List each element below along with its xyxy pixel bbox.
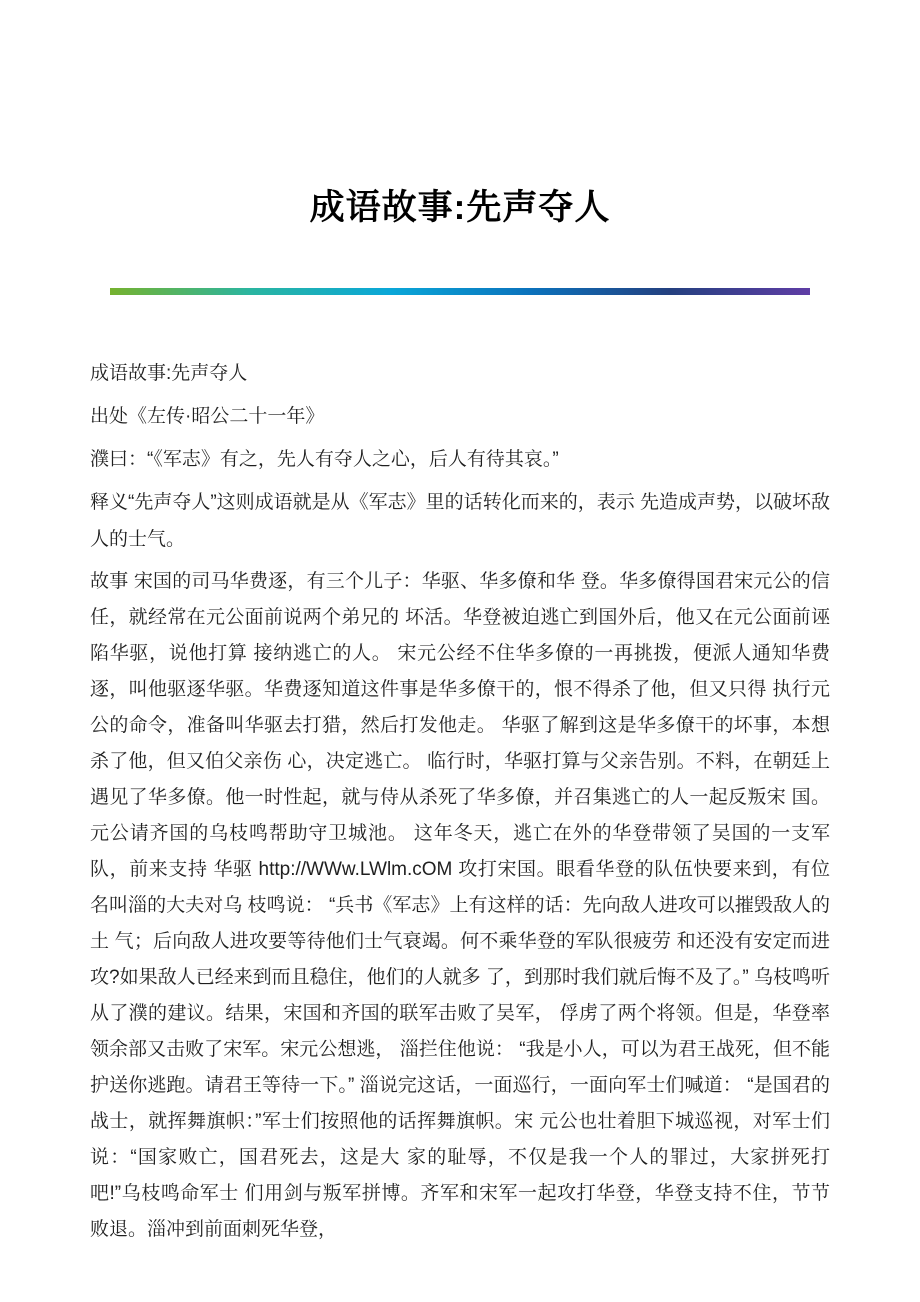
paragraph-source: 出处《左传·昭公二十一年》 <box>90 406 325 427</box>
paragraph-story: 故事 宋国的司马华费逐，有三个儿子：华驱、华多僚和华 登。华多僚得国君宋元公的信任，就经常在元公面前说两个弟兄的 坏活。华登被迫逃亡到国外后，他又在元公面前诬陷华驱，说他打算 接纳逃亡的人。 宋元公经不住华多僚的一再挑拨，便派人通知华费逐，叫他驱逐华驱。华费逐知道这件事是华多僚干的，恨不得杀了他，但又只得 执行元公的命令，准备叫华驱去打猎，然后打发他走。 华驱了解到这是华多僚干的坏事，本想杀了他，但又伯父亲伤 心，决定逃亡。 临行时，华驱打算与父亲告别。不料，在朝廷上遇见了华多僚。他一时性起，就与侍从杀死了华多僚，并召集逃亡的人一起反叛宋 国。元公请齐国的乌枝鸣帮助守卫城池。 这年冬天，逃亡在外的华登带领了吴国的一支军队，前来支持 华驱 http://WWw.LWlm.cOM 攻打宋国。眼看华登的队伍快要来到，有位名叫淄的大夫对乌 枝鸣说： “兵书《军志》上有这样的话：先向敌人进攻可以摧毁敌人的土 气；后向敌人进攻要等待他们士气衰竭。何不乘华登的军队很疲劳 和还没有安定而进攻?如果敌人已经来到而且稳住，他们的人就多 了，到那时我们就后悔不及了。” 乌枝鸣听从了濮的建议。结果，宋国和齐国的联军击败了吴军， 俘虏了两个将领。但是，华登率领余部又击败了宋军。宋元公想逃， 淄拦住他说： “我是小人，可以为君王战死，但不能护送你逃跑。请君王等待一下。” 淄说完这话，一面巡行，一面向军士们喊道： “是国君的战士，就挥舞旗帜：”军士们按照他的话挥舞旗帜。宋 元公也壮着胆下城巡视，对军士们说：“国家败亡，国君死去，这是大 家的耻辱，不仅是我一个人的罪过，大家拼死打吧!”乌枝鸣命军士 们用剑与叛军拼博。齐军和宋军一起攻打华登，华登支持不住，节节 败退。淄冲到前面刺死华登， <box>90 571 830 1240</box>
gradient-divider-bar <box>110 288 810 295</box>
paragraph-quote: 濮曰：“《军志》有之，先人有夺人之心，后人有待其哀。” <box>90 449 559 470</box>
document-title: 成语故事:先声夺人 <box>309 188 611 227</box>
paragraph-meaning: 释义“先声夺人”这则成语就是从《军志》里的话转化而来的，表示 先造成声势，以破坏敌人的士气。 <box>90 492 830 550</box>
paragraph-idiom-title: 成语故事:先声夺人 <box>90 363 248 384</box>
document-body <box>90 355 830 1248</box>
